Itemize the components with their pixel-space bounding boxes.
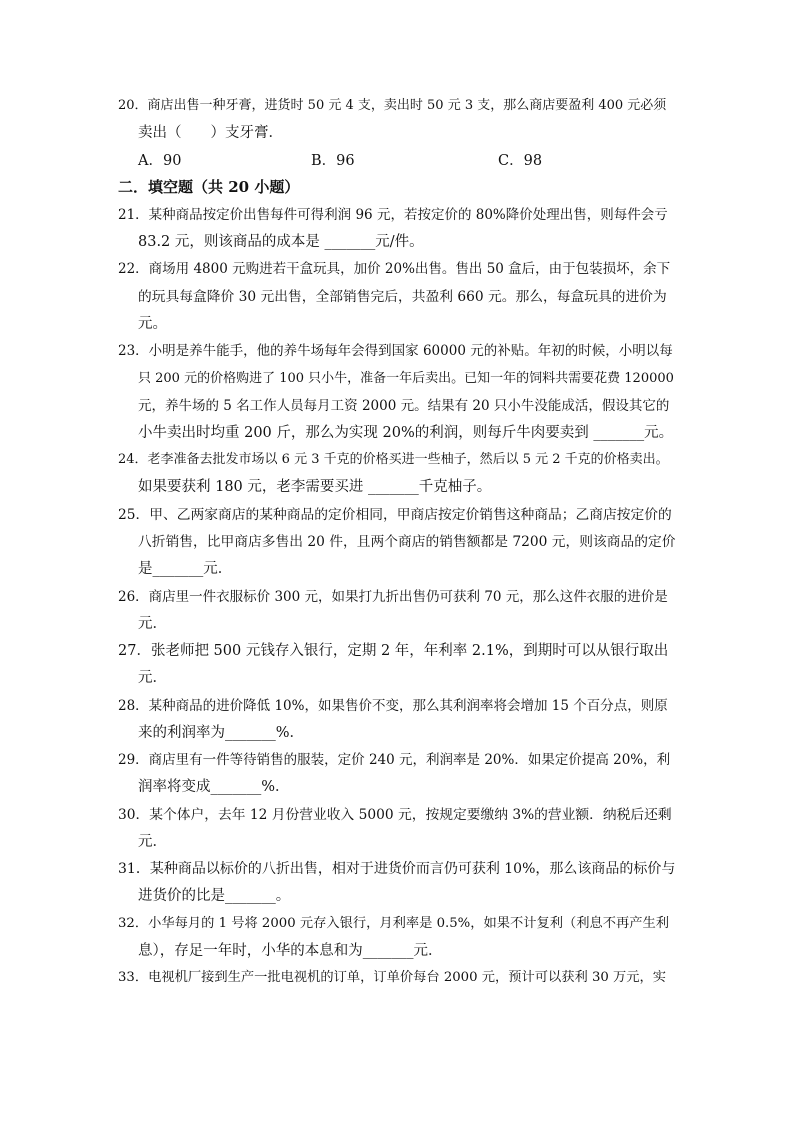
q20-option-a: A．90 [138,153,182,169]
q29-line-1: 29．商店里有一件等待销售的服装，定价 240 元，利润率是 20%．如果定价提高 20%，利 [118,752,671,768]
q24-line-2: 如果要获利 180 元，老李需要买进 _______千克柚子。 [138,479,492,495]
q29-line-2: 润率将变成_______%． [138,779,290,795]
q21-line-2: 83.2 元，则该商品的成本是 _______元/件。 [138,234,424,250]
q26-line-2: 元． [138,616,167,632]
q27-line-2: 元． [138,670,167,686]
q23-line-1: 23．小明是养牛能手，他的养牛场每年会得到国家 60000 元的补贴。年初的时候，小明以每 [118,343,673,359]
q28-line-1: 28．某种商品的进价降低 10%，如果售价不变，那么其利润率将会增加 15 个百分点，则原 [118,698,668,714]
q20-line-2: 卖出（ ）支牙膏． [138,125,283,141]
q20-option-c: C．98 [498,153,543,169]
q22-line-1: 22．商场用 4800 元购进若干盒玩具，加价 20%出售。售出 50 盒后，由于包装损坏，余下 [118,261,671,277]
q31-line-1: 31．某种商品以标价的八折出售，相对于进货价而言仍可获利 10%，那么该商品的标价与 [118,861,676,877]
q31-line-2: 进货价的比是_______。 [138,888,291,904]
q22-line-2: 的玩具每盒降价 30 元出售，全部销售完后，共盈利 660 元。那么，每盒玩具的进价为 [138,289,667,305]
q26-line-1: 26．商店里一件衣服标价 300 元，如果打九折出售仍可获利 70 元，那么这件衣服的进价是 [118,589,668,605]
q23-line-2: 只 200 元的价格购进了 100 只小牛，准备一年后卖出。已知一年的饲料共需要花费 120000 [138,371,674,386]
q30-line-2: 元． [138,834,167,850]
q32-line-2: 息），存足一年时，小华的本息和为_______元． [138,943,443,959]
section-title: 二．填空题（共 20 小题） [118,178,300,196]
q25-line-2: 八折销售，比甲商店多售出 20 件，且两个商店的销售额都是 7200 元，则该商品的定价 [138,534,676,550]
q20-line-1: 20．商店出售一种牙膏，进货时 50 元 4 支，卖出时 50 元 3 支，那么商店要盈利 400 元必须 [118,98,667,113]
q25-line-1: 25．甲、乙两家商店的某种商品的定价相同，甲商店按定价销售这种商品；乙商店按定价的 [118,507,672,523]
q23-line-4: 小牛卖出时均重 200 斤，那么为实现 20%的利润，则每斤牛肉要卖到 _______元。 [138,425,674,441]
q30-line-1: 30．某个体户，去年 12 月份营业收入 5000 元，按规定要缴纳 3%的营业额．纳税后还剩 [118,807,672,823]
q28-line-2: 来的利润率为_______%． [138,725,305,741]
q21-line-1: 21．某种商品按定价出售每件可得利润 96 元，若按定价的 80%降价处理出售，则每件会亏 [118,207,668,223]
q24-line-1: 24．老李准备去批发市场以 6 元 3 千克的价格买进一些柚子，然后以 5 元 2 千克的价格卖出。 [118,452,669,467]
q20-option-b: B．96 [311,153,355,169]
q33-line-1: 33．电视机厂接到生产一批电视机的订单，订单价每台 2000 元，预计可以获利 30 万元，实 [118,970,667,985]
q23-line-3: 元，养牛场的 5 名工作人员每月工资 2000 元。结果有 20 只小牛没能成活，假设其它的 [138,398,670,414]
q27-line-1: 27．张老师把 500 元钱存入银行，定期 2 年，年利率 2.1%，到期时可以从银行取出 [118,643,669,659]
q22-line-3: 元。 [138,316,167,332]
q25-line-3: 是_______元． [138,561,233,577]
q32-line-1: 32．小华每月的 1 号将 2000 元存入银行，月利率是 0.5%，如果不计复利（利息不再产生利 [118,916,669,931]
